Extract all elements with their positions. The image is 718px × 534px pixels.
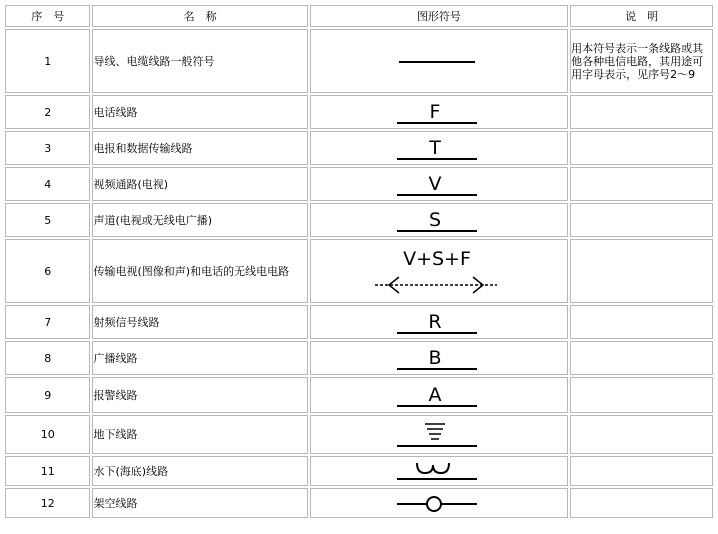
row-number: 9 [5, 377, 90, 413]
row-number: 2 [5, 95, 90, 129]
symbol-letter: F [429, 101, 441, 123]
row-name: 架空线路 [92, 488, 307, 518]
symbol-letter: V [428, 173, 442, 195]
row-desc: 用本符号表示一条线路或其他各种电信电路，其用途可用字母表示，见序号2～9 [570, 29, 713, 93]
row-name: 地下线路 [92, 415, 307, 454]
row-name: 广播线路 [92, 341, 307, 375]
symbol-letter: B [428, 347, 442, 369]
row-desc [570, 456, 713, 486]
table-row [5, 203, 713, 237]
row-name: 视频通路(电视) [92, 167, 307, 201]
symbol-letter: V+S+F [403, 248, 471, 270]
table-row [5, 415, 713, 454]
header-symbol: 图形符号 [310, 5, 568, 27]
table-row [5, 167, 713, 201]
row-name: 射频信号线路 [92, 305, 307, 339]
row-desc [570, 305, 713, 339]
table-row [5, 456, 713, 486]
symbol-cell [310, 456, 568, 486]
symbol-cell [310, 167, 568, 201]
symbol-cell [310, 131, 568, 165]
symbol-letter: A [428, 384, 442, 406]
row-desc [570, 341, 713, 375]
symbol-cell [310, 377, 568, 413]
row-number: 10 [5, 415, 90, 454]
line-symbol-icon [389, 51, 489, 71]
row-number: 12 [5, 488, 90, 518]
row-number: 5 [5, 203, 90, 237]
symbol-cell [310, 305, 568, 339]
header-no: 序 号 [5, 5, 90, 27]
row-name: 报警线路 [92, 377, 307, 413]
symbol-cell [310, 415, 568, 454]
overhead-line-icon [389, 490, 489, 516]
symbol-cell [310, 203, 568, 237]
header-name: 名 称 [92, 5, 307, 27]
symbol-cell [310, 239, 568, 303]
underground-line-icon [389, 418, 489, 452]
table-row [5, 341, 713, 375]
symbol-cell [310, 95, 568, 129]
telephone-line-icon [389, 97, 489, 127]
row-name: 导线、电缆线路一般符号 [92, 29, 307, 93]
header-desc: 说 明 [570, 5, 713, 27]
symbol-cell [310, 341, 568, 375]
row-desc [570, 377, 713, 413]
row-name: 声道(电视或无线电广播) [92, 203, 307, 237]
symbol-table [3, 3, 715, 520]
symbol-cell [310, 29, 568, 93]
table-row [5, 29, 713, 93]
underwater-line-icon [389, 457, 489, 485]
table-row [5, 239, 713, 303]
table-row [5, 305, 713, 339]
rf-signal-line-icon [389, 307, 489, 337]
table-row [5, 488, 713, 518]
row-desc [570, 239, 713, 303]
row-number: 3 [5, 131, 90, 165]
row-name: 电报和数据传输线路 [92, 131, 307, 165]
table-row [5, 131, 713, 165]
symbol-letter: R [428, 311, 442, 333]
table-row [5, 95, 713, 129]
sound-channel-icon [389, 205, 489, 235]
row-desc [570, 203, 713, 237]
row-number: 6 [5, 239, 90, 303]
row-desc [570, 95, 713, 129]
symbol-cell [310, 488, 568, 518]
row-number: 7 [5, 305, 90, 339]
row-name: 电话线路 [92, 95, 307, 129]
row-desc [570, 167, 713, 201]
video-line-icon [389, 169, 489, 199]
symbol-letter: T [429, 137, 441, 159]
telegraph-line-icon [389, 133, 489, 163]
broadcast-line-icon [389, 343, 489, 373]
row-number: 11 [5, 456, 90, 486]
row-number: 1 [5, 29, 90, 93]
row-name: 传输电视(图像和声)和电话的无线电电路 [92, 239, 307, 303]
row-desc [570, 131, 713, 165]
alarm-line-icon [389, 380, 489, 410]
row-number: 8 [5, 341, 90, 375]
symbol-letter: S [428, 209, 441, 231]
row-name: 水下(海底)线路 [92, 456, 307, 486]
table-row [5, 377, 713, 413]
row-number: 4 [5, 167, 90, 201]
row-desc [570, 415, 713, 454]
row-desc [570, 488, 713, 518]
header-row [5, 5, 713, 27]
radio-circuit-icon [369, 243, 509, 299]
